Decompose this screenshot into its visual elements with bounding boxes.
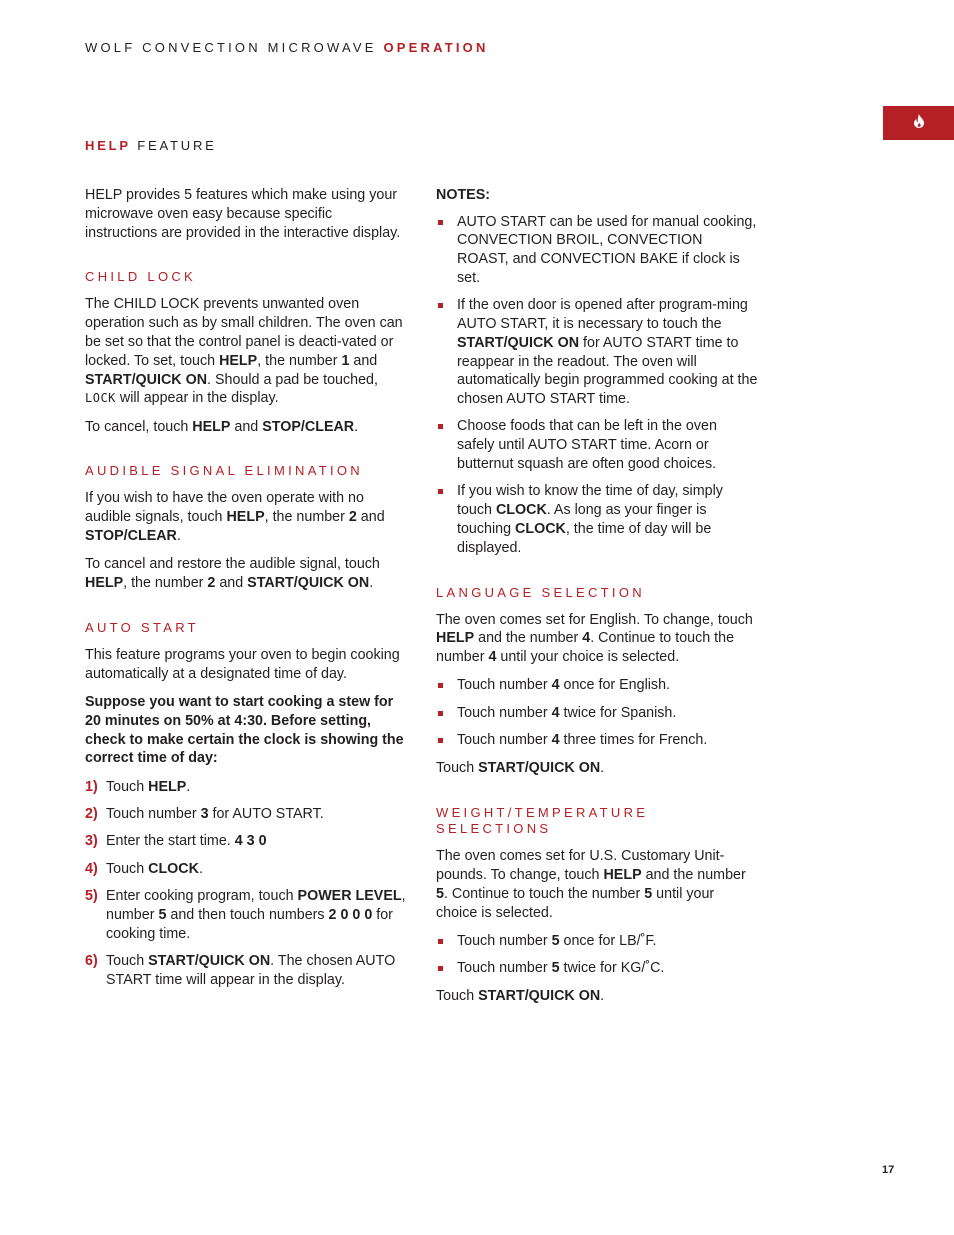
weight-paragraph: The oven comes set for U.S. Customary Unit-pounds. To change, touch HELP and the number 5. Continue to touch the number 5 until your choice is selected. <box>436 848 746 921</box>
weight-heading: WEIGHT/TEMPERATURE SELECTIONS <box>436 805 649 837</box>
note-item: If you wish to know the time of day, simply touch CLOCK. As long as your finger is touching CLOCK, the time of day will be displayed. <box>436 482 758 557</box>
language-item: Touch number 4 three times for French. <box>436 731 758 750</box>
weight-list <box>436 932 758 978</box>
weight-item: Touch number 5 twice for KG/˚C. <box>436 959 758 978</box>
note-item: AUTO START can be used for manual cooking, CONVECTION BROIL, CONVECTION ROAST, and CONVECTION BAKE if clock is set. <box>436 213 758 288</box>
running-head <box>85 40 489 55</box>
step-item: 3) Enter the start time. 4 3 0 <box>85 833 267 850</box>
title-rest: FEATURE <box>137 138 217 153</box>
bullet-square-icon <box>438 939 443 944</box>
bullet-square-icon <box>438 489 443 494</box>
step-item: 2) Touch number 3 for AUTO START. <box>85 806 324 823</box>
auto-start-intro: This feature programs your oven to begin cooking automatically at a designated time of day. <box>85 646 400 682</box>
right-column <box>436 186 758 1016</box>
page-number: 17 <box>882 1164 895 1176</box>
audible-heading: AUDIBLE SIGNAL ELIMINATION <box>85 463 363 479</box>
notes-list <box>436 213 758 558</box>
bullet-square-icon <box>438 683 443 688</box>
left-column <box>85 186 407 999</box>
bullet-square-icon <box>438 966 443 971</box>
step-item: 6) Touch START/QUICK ON. The chosen AUTO START time will appear in the display. <box>85 952 396 988</box>
language-final: Touch START/QUICK ON. <box>436 760 605 777</box>
weight-final: Touch START/QUICK ON. <box>436 988 605 1005</box>
section-tab <box>883 106 954 140</box>
title-accent: HELP <box>85 138 131 153</box>
child-lock-paragraph: The CHILD LOCK prevents unwanted oven operation such as by small children. The oven can be set so that the control panel is deacti-vated or locked. To set, touch HELP, the number 1 and START/QUICK ON. Should a pad be touched, LOCK will appear in the display. <box>85 296 403 407</box>
language-item: Touch number 4 once for English. <box>436 676 758 695</box>
language-item: Touch number 4 twice for Spanish. <box>436 704 758 723</box>
language-heading: LANGUAGE SELECTION <box>436 584 645 600</box>
bullet-square-icon <box>438 711 443 716</box>
section-name: OPERATION <box>383 40 489 55</box>
step-item: 5) Enter cooking program, touch POWER LEVEL, number 5 and then touch numbers 2 0 0 0 for cooking time. <box>85 887 406 942</box>
note-item: If the oven door is opened after program-ming AUTO START, it is necessary to touch the START/QUICK ON for AUTO START time to reappear in the readout. The oven will automatically begin programmed cooking at the chosen AUTO START time. <box>436 296 758 409</box>
auto-start-example: Suppose you want to start cooking a stew for 20 minutes on 50% at 4:30. Before setting, check to make certain the clock is showing the correct time of day: <box>85 694 404 767</box>
intro-paragraph: HELP provides 5 features which make using your microwave oven easy because specific instructions are provided in the interactive display. <box>85 187 401 241</box>
step-item: 1) Touch HELP. <box>85 778 191 795</box>
language-paragraph: The oven comes set for English. To change, touch HELP and the number 4. Continue to touch the number 4 until your choice is selected. <box>436 611 753 666</box>
audible-cancel: To cancel and restore the audible signal, touch HELP, the number 2 and START/QUICK ON. <box>85 556 380 592</box>
page-title <box>85 138 217 153</box>
child-lock-heading: CHILD LOCK <box>85 269 197 285</box>
bullet-square-icon <box>438 220 443 225</box>
child-lock-cancel: To cancel, touch HELP and STOP/CLEAR. <box>85 418 359 435</box>
flame-icon <box>913 114 925 133</box>
step-item: 4) Touch CLOCK. <box>85 860 203 877</box>
auto-start-heading: AUTO START <box>85 619 199 635</box>
weight-item: Touch number 5 once for LB/˚F. <box>436 932 758 951</box>
language-list <box>436 676 758 749</box>
bullet-square-icon <box>438 738 443 743</box>
auto-start-steps <box>85 778 407 990</box>
notes-heading: NOTES: <box>436 187 491 203</box>
note-item: Choose foods that can be left in the oven safely until AUTO START time. Acorn or butternut squash are often good choices. <box>436 417 758 473</box>
audible-paragraph: If you wish to have the oven operate with no audible signals, touch HELP, the number 2 and STOP/CLEAR. <box>85 490 385 545</box>
bullet-square-icon <box>438 424 443 429</box>
manual-title: WOLF CONVECTION MICROWAVE <box>85 40 377 55</box>
bullet-square-icon <box>438 303 443 308</box>
lock-display-text: LOCK <box>85 391 116 406</box>
